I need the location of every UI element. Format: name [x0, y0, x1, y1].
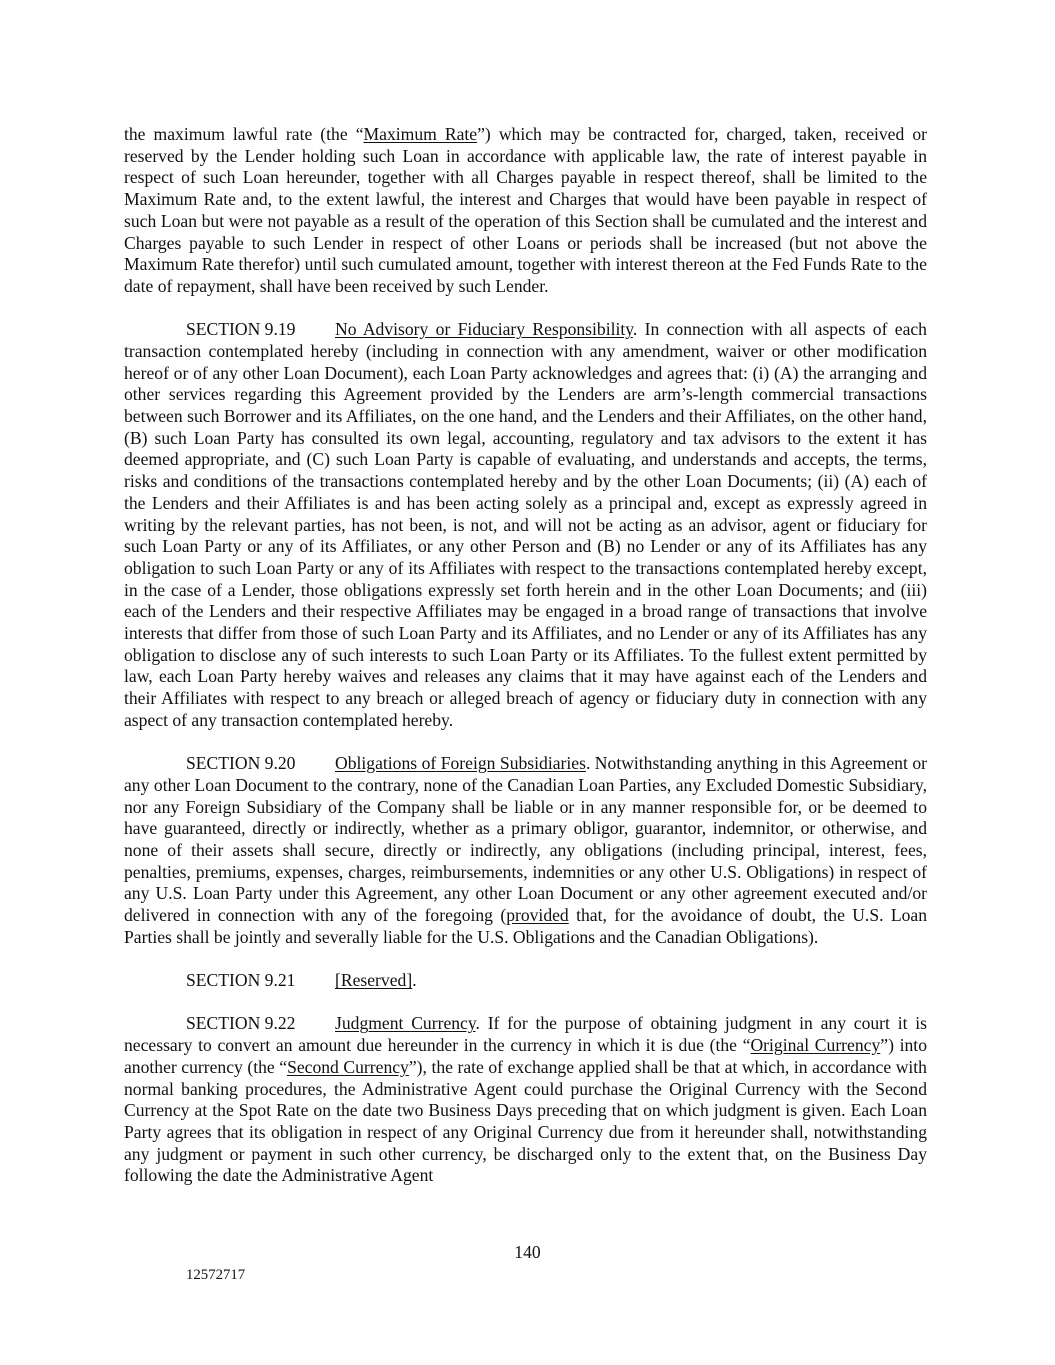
section-number: SECTION 9.21 — [186, 970, 296, 991]
document-body — [124, 124, 927, 1187]
section-text: . If for the purpose of obtaining judgment in any court it is necessary to convert an amount due hereunder in the currency in which it is due (the “ — [124, 1013, 927, 1056]
document-id: 12572717 — [186, 1267, 246, 1283]
section-text: . Notwithstanding anything in this Agreement or any other Loan Document to the contrary, none of the Canadian Loan Parties, any Excluded Domestic Subsidiary, nor any Foreign Subsidiary of the Company shall be liable or in any manner responsible for, or be deemed to have guaranteed, directly or indirectly, whether as a primary obligor, guarantor, indemnitor, or otherwise, and none of their assets shall secure, directly or indirectly, any obligations (including principal, interest, fees, penalties, premiums, expenses, charges, reimbursements, indemnities or any other U.S. Obligations) in respect of any U.S. Loan Party under this Agreement, any other Loan Document or any other agreement executed and/or delivered in connection with any of the foregoing ( — [124, 753, 927, 926]
defined-term-original-currency: Original Currency — [750, 1035, 881, 1056]
paragraph-maximum-rate — [124, 124, 927, 298]
page-number: 140 — [514, 1242, 541, 1262]
defined-term-maximum-rate: Maximum Rate — [363, 124, 478, 144]
section-text: . — [412, 970, 417, 991]
section-9-21 — [124, 970, 927, 992]
section-text: ”) into another currency (the “ — [124, 1035, 927, 1077]
section-number: SECTION 9.19 — [186, 319, 296, 340]
defined-term-provided: provided — [506, 905, 569, 926]
section-number: SECTION 9.20 — [186, 753, 296, 774]
section-title: Obligations of Foreign Subsidiaries — [335, 753, 586, 774]
section-title: Judgment Currency — [335, 1013, 476, 1034]
section-number: SECTION 9.22 — [186, 1013, 296, 1034]
paragraph-text: ”) which may be contracted for, charged, taken, received or reserved by the Lender holding such Loan in accordance with applicable law, the rate of interest payable in respect of such Loan hereunder, together with all Charges payable in respect thereof, shall be limited to the Maximum Rate and, to the extent lawful, the interest and Charges that would have been payable in respect of such Loan but were not payable as a result of the operation of this Section shall be cumulated and the interest and Charges payable to such Lender in respect of other Loans or periods shall be increased (but not above the Maximum Rate therefor) until such cumulated amount, together with interest thereon at the Fed Funds Rate to the date of repayment, shall have been received by such Lender. — [124, 124, 927, 296]
section-title: [Reserved] — [335, 970, 413, 991]
section-9-19 — [124, 319, 927, 731]
section-text: ”), the rate of exchange applied shall be that at which, in accordance with normal banking procedures, the Administrative Agent could purchase the Original Currency with the Second Currency at the Spot Rate on the date two Business Days preceding that on which judgment is given. Each Loan Party agrees that its obligation in respect of any Original Currency due from it hereunder shall, notwithstanding any judgment or payment in such other currency, be discharged only to the extent that, on the Business Day following the date the Administrative Agent — [124, 1056, 927, 1186]
section-9-22 — [124, 1013, 927, 1187]
section-text: that, for the avoidance of doubt, the U.S. Loan Parties shall be jointly and severally liable for the U.S. Obligations and the Canadian Obligations). — [124, 905, 928, 947]
section-9-20 — [124, 753, 927, 948]
paragraph-text: the maximum lawful rate (the “ — [124, 124, 364, 144]
section-title: No Advisory or Fiduciary Responsibility — [335, 319, 633, 340]
section-text: . In connection with all aspects of each transaction contemplated hereby (including in connection with any amendment, waiver or other modification hereof or of any other Loan Document), each Loan Party acknowledges and agrees that: (i) (A) the arranging and other services regarding this Agreement provided by the Lenders are arm’s-length commercial transactions between such Borrower and its Affiliates, on the one hand, and the Lenders and their Affiliates, on the other hand, (B) such Loan Party has consulted its own legal, accounting, regulatory and tax advisors to the extent it has deemed appropriate, and (C) such Loan Party is capable of evaluating, and understands and accepts, the terms, risks and conditions of the transactions contemplated hereby and by the other Loan Documents; (ii) (A) each of the Lenders and their Affiliates is and has been acting solely as a principal and, except as expressly agreed in writing by the relevant parties, has not been, is not, and will not be acting as an advisor, agent or fiduciary for such Loan Party or any of its Affiliates, or any other Person and (B) no Lender or any of its Affiliates has any obligation to such Loan Party or any of its Affiliates with respect to the transactions contemplated hereby except, in the case of a Lender, those obligations expressly set forth herein and in the other Loan Documents; and (iii) each of the Lenders and their respective Affiliates may be engaged in a broad range of transactions that involve interests that differ from those of such Loan Party and its Affiliates, and no Lender or any of its Affiliates has any obligation to disclose any of such interests to such Loan Party or its Affiliates. To the fullest extent permitted by law, each Loan Party hereby waives and releases any claims that it may have against each of the Lenders and their Affiliates with respect to any breach or alleged breach of agency or fiduciary duty in connection with any aspect of any transaction contemplated hereby. — [124, 319, 927, 730]
defined-term-second-currency: Second Currency — [287, 1056, 409, 1077]
